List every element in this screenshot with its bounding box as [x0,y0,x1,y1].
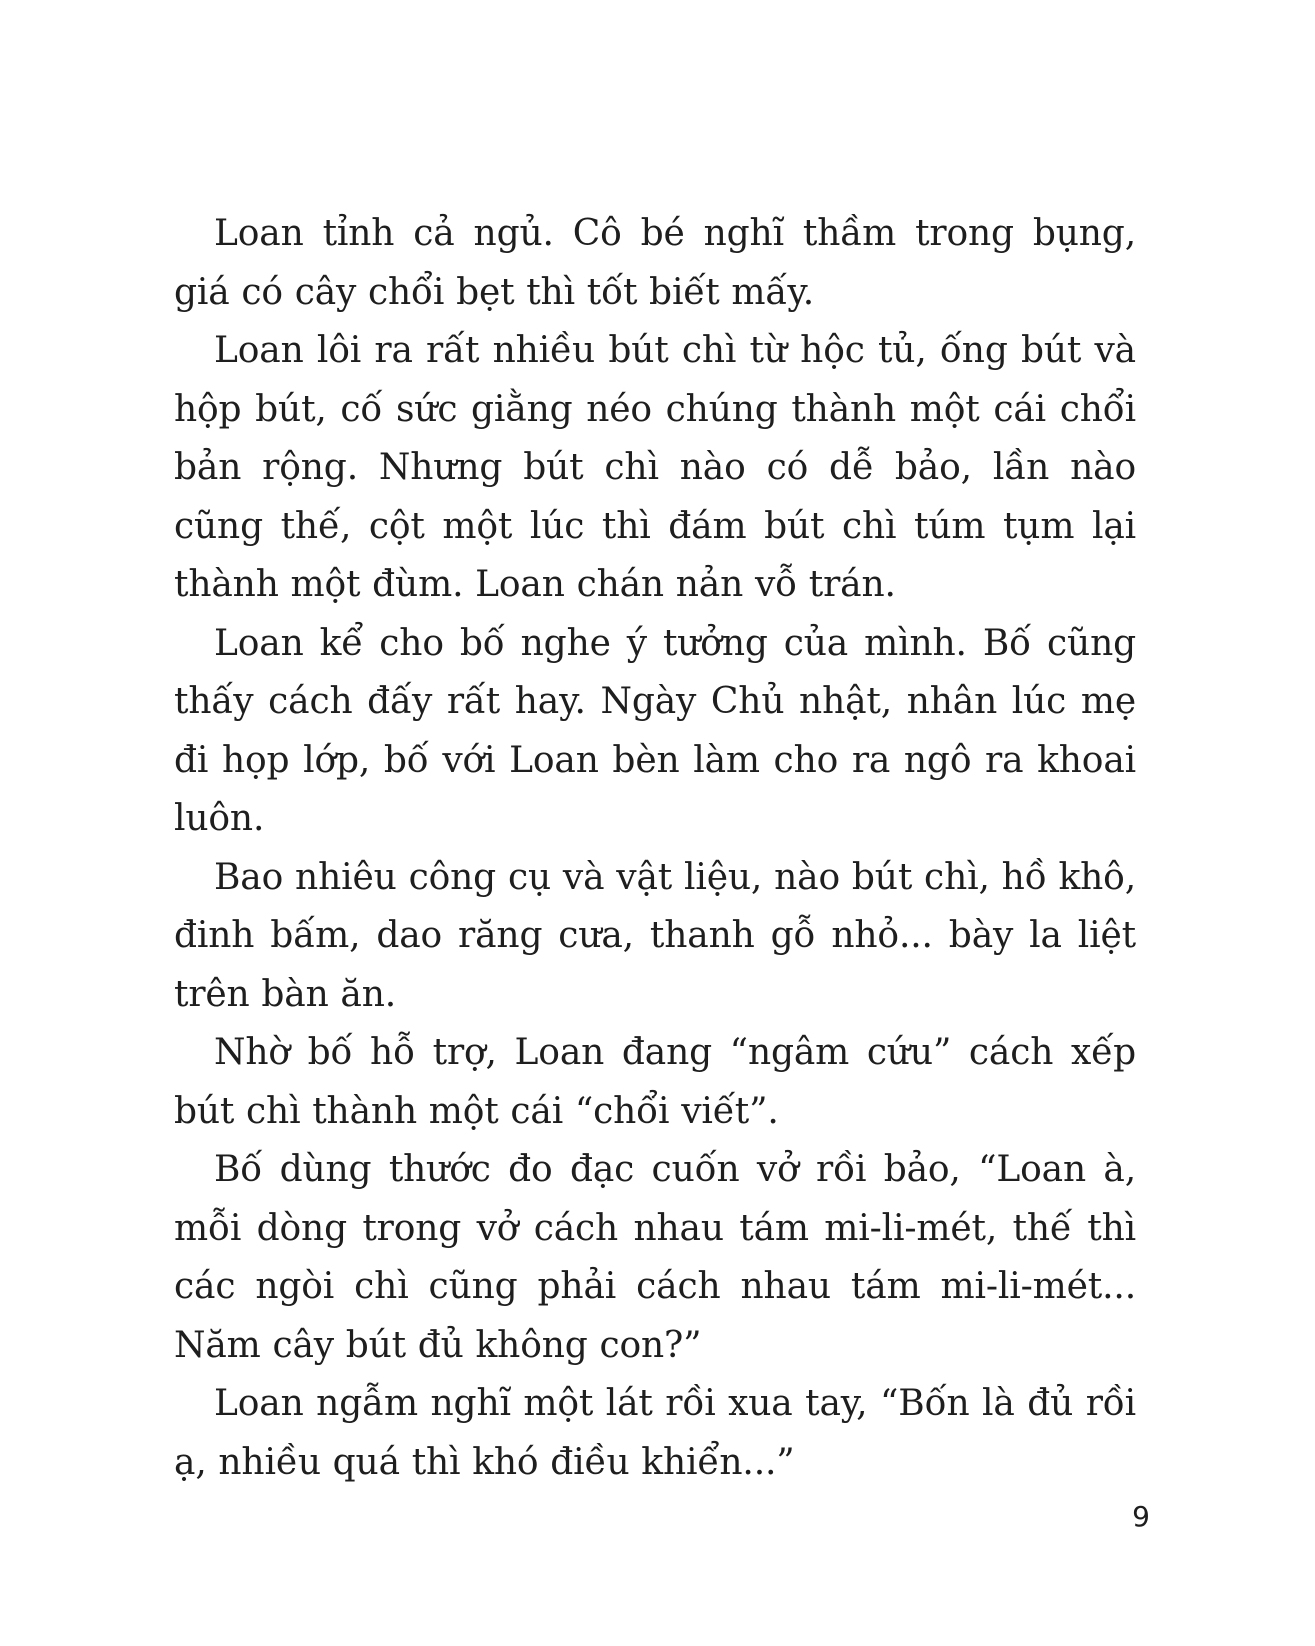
paragraph-4: Bao nhiêu công cụ và vật liệu, nào bút chì, hồ khô, đinh bấm, dao răng cưa, thanh gỗ nhỏ... bày la liệt trên bàn ăn. [174,856,1136,1015]
body-text [174,205,1136,1492]
paragraph-1: Loan tỉnh cả ngủ. Cô bé nghĩ thầm trong bụng, giá có cây chổi bẹt thì tốt biết mấy. [174,213,1136,313]
page-number: 9 [1132,1500,1150,1533]
paragraph-3: Loan kể cho bố nghe ý tưởng của mình. Bố cũng thấy cách đấy rất hay. Ngày Chủ nhật, nhân lúc mẹ đi họp lớp, bố với Loan bèn làm cho ra ngô ra khoai luôn. [174,622,1136,839]
paragraph-5: Nhờ bố hỗ trợ, Loan đang “ngâm cứu” cách xếp bút chì thành một cái “chổi viết”. [174,1032,1136,1132]
paragraph-2: Loan lôi ra rất nhiều bút chì từ hộc tủ, ống bút và hộp bút, cố sức giằng néo chúng thành một cái chổi bản rộng. Nhưng bút chì nào có dễ bảo, lần nào cũng thế, cột một lúc thì đám bút chì túm tụm lại thành một đùm. Loan chán nản vỗ trán. [174,330,1136,605]
paragraph-7: Loan ngẫm nghĩ một lát rồi xua tay, “Bốn là đủ rồi ạ, nhiều quá thì khó điều khiển...” [174,1383,1136,1483]
paragraph-6: Bố dùng thước đo đạc cuốn vở rồi bảo, “Loan à, mỗi dòng trong vở cách nhau tám mi-li-mét, thế thì các ngòi chì cũng phải cách nhau tám mi-li-mét... Năm cây bút đủ không con?” [174,1149,1136,1366]
